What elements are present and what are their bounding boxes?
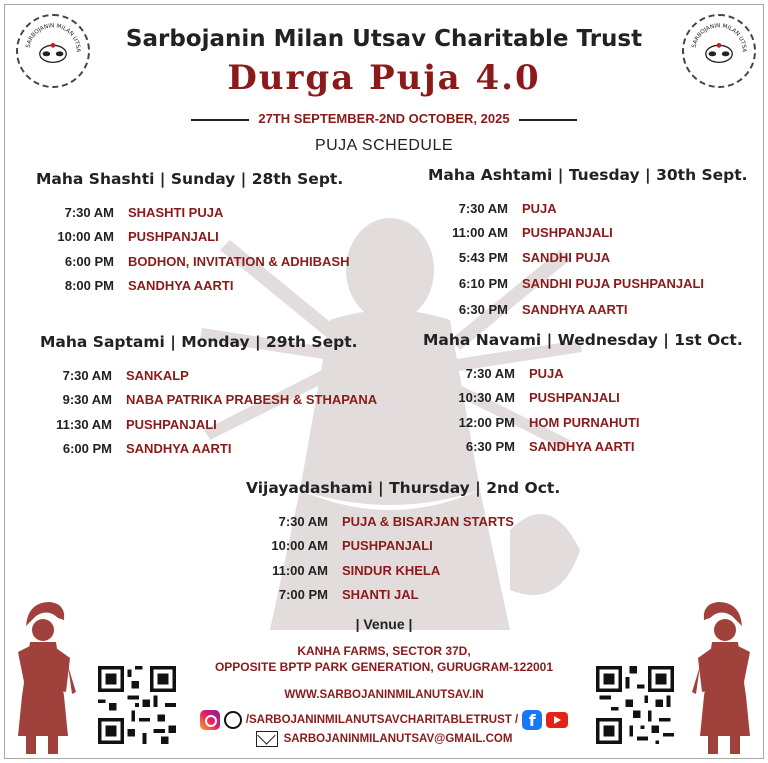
schedule-row (423, 386, 743, 411)
schedule-time: 6:30 PM (465, 439, 515, 455)
schedule-event: SHASHTI PUJA (128, 204, 224, 220)
venue-heading: | Venue | (355, 616, 413, 632)
schedule-time: 7:00 PM (278, 587, 328, 603)
schedule-time: 11:30 AM (56, 416, 112, 432)
schedule-time: 12:00 PM (458, 414, 515, 430)
day-title: Maha Saptami | Monday | 29th Sept. (40, 333, 358, 351)
schedule-time: 11:00 AM (272, 562, 328, 578)
schedule-time: 7:30 AM (62, 367, 112, 383)
schedule-row (40, 437, 377, 462)
schedule-event: PUSHPANJALI (522, 225, 613, 241)
schedule-time: 10:00 AM (271, 538, 328, 554)
schedule-event: SANDHYA AARTI (128, 278, 234, 294)
schedule-time: 10:30 AM (458, 390, 515, 406)
day-title: Maha Navami | Wednesday | 1st Oct. (423, 331, 743, 349)
schedule-event: PUSHPANJALI (128, 229, 219, 245)
threads-icon[interactable] (224, 711, 242, 729)
schedule-row (40, 388, 377, 413)
schedule-row (423, 435, 743, 460)
email-link[interactable]: SARBOJANINMILANUTSAV@GMAIL.COM (283, 733, 513, 745)
schedule-time: 6:00 PM (62, 441, 112, 457)
day-title: Vijayadashami | Thursday | 2nd Oct. (246, 479, 561, 497)
schedule-event: PUSHPANJALI (342, 538, 433, 554)
schedule-row (246, 558, 560, 583)
schedule-time: 6:00 PM (64, 253, 114, 269)
schedule-time: 8:00 PM (64, 278, 114, 294)
dhaki-figure-right (690, 596, 760, 760)
day-title: Maha Ashtami | Tuesday | 30th Sept. (428, 166, 748, 184)
schedule-list (428, 196, 748, 322)
schedule-row (428, 270, 748, 298)
schedule-event: SANDHYA AARTI (522, 302, 628, 318)
day-maha-navami (423, 331, 743, 459)
schedule-list (40, 363, 377, 461)
schedule-row (36, 249, 349, 274)
day-maha-ashtami (428, 166, 748, 322)
social-handle[interactable]: /SARBOJANINMILANUTSAVCHARITABLETRUST / (245, 714, 519, 726)
dhaki-figure-left (8, 596, 78, 760)
schedule-row (423, 410, 743, 435)
schedule-row (40, 363, 377, 388)
schedule-time: 9:30 AM (62, 392, 112, 408)
divider (191, 119, 249, 121)
schedule-event: PUSHPANJALI (529, 390, 620, 406)
instagram-icon[interactable] (200, 710, 220, 730)
schedule-time: 7:30 AM (465, 365, 515, 381)
event-dates-text: 27TH SEPTEMBER-2ND OCTOBER, 2025 (258, 111, 510, 126)
schedule-event: NABA PATRIKA PRABESH & STHAPANA (126, 392, 378, 408)
schedule-event: SANDHI PUJA PUSHPANJALI (522, 276, 705, 291)
schedule-event: BODHON, INVITATION & ADHIBASH (128, 253, 350, 269)
schedule-row (36, 225, 349, 250)
schedule-row (428, 221, 748, 246)
schedule-event: PUJA (529, 365, 564, 381)
day-maha-shashti (36, 170, 349, 298)
schedule-event: HOM PURNAHUTI (529, 414, 640, 430)
schedule-row (36, 200, 349, 225)
schedule-row (246, 509, 560, 534)
schedule-time: 6:10 PM (458, 276, 508, 291)
day-maha-saptami (40, 333, 377, 461)
schedule-event: PUJA (522, 200, 557, 216)
event-title: Durga Puja 4.0 (227, 58, 541, 98)
schedule-list (36, 200, 349, 298)
schedule-row (246, 583, 560, 608)
event-dates (0, 111, 768, 126)
mail-icon (256, 731, 278, 747)
schedule-time: 7:30 AM (278, 513, 328, 529)
youtube-icon[interactable] (546, 712, 568, 728)
schedule-event: SANDHI PUJA (522, 249, 611, 265)
schedule-row (423, 361, 743, 386)
website-link[interactable]: WWW.SARBOJANINMILANUTSAV.IN (284, 689, 484, 701)
schedule-time: 11:00 AM (452, 225, 508, 241)
facebook-icon[interactable]: f (522, 710, 542, 730)
schedule-event: PUSHPANJALI (126, 416, 217, 432)
schedule-row (40, 412, 377, 437)
schedule-event: PUJA & BISARJAN STARTS (342, 513, 514, 529)
schedule-event: SINDUR KHELA (342, 562, 441, 578)
schedule-heading: PUJA SCHEDULE (314, 137, 454, 154)
schedule-list (246, 509, 560, 607)
schedule-time: 6:30 PM (458, 302, 508, 318)
schedule-row (246, 534, 560, 559)
qr-code-right[interactable] (596, 666, 674, 744)
svg-text:SARBOJANIN MILAN UTSAV: SARBOJANIN MILAN UTSA (25, 23, 81, 53)
schedule-time: 5:43 PM (458, 249, 508, 265)
venue-address-line2: OPPOSITE BPTP PARK GENERATION, GURUGRAM-122001 (214, 660, 554, 674)
divider (519, 119, 577, 121)
venue-address-line1: KANHA FARMS, SECTOR 37D, (297, 644, 471, 658)
qr-code-left[interactable] (98, 666, 176, 744)
schedule-time: 7:30 AM (458, 200, 508, 216)
schedule-event: SANKALP (126, 367, 189, 383)
schedule-event: SANDHYA AARTI (529, 439, 635, 455)
org-title: Sarbojanin Milan Utsav Charitable Trust (125, 26, 643, 52)
day-vijayadashami (246, 479, 560, 607)
schedule-row (428, 298, 748, 323)
schedule-row (36, 274, 349, 299)
schedule-time: 10:00 AM (57, 229, 114, 245)
schedule-time: 7:30 AM (64, 204, 114, 220)
day-title: Maha Shashti | Sunday | 28th Sept. (36, 170, 344, 188)
schedule-event: SANDHYA AARTI (126, 441, 232, 457)
svg-text:SARBOJANIN MILAN UTSAV: SARBOJANIN MILAN UTSA (691, 23, 747, 53)
schedule-row (428, 196, 748, 221)
schedule-row (428, 245, 748, 270)
schedule-list (423, 361, 743, 459)
schedule-event: SHANTI JAL (342, 587, 419, 603)
